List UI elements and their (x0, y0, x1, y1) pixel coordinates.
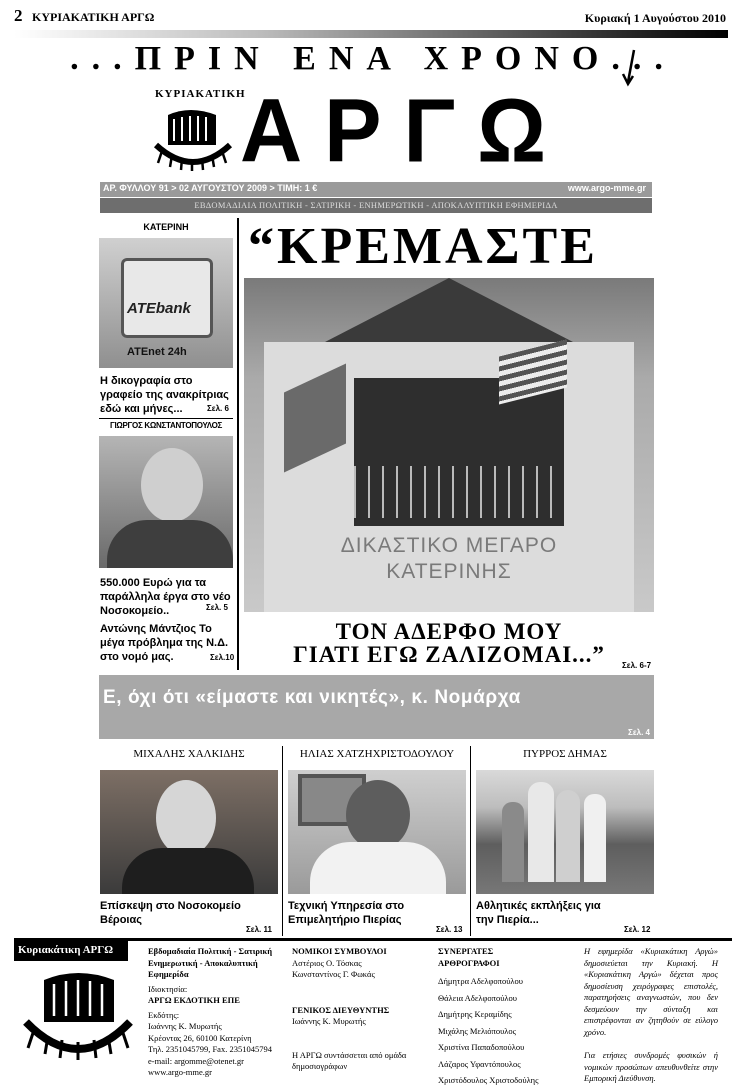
footer-owner-label: Ιδιοκτησία: (148, 983, 188, 994)
masthead-kicker: ΚΥΡΙΑΚΑΤΙΚΗ (155, 88, 246, 100)
footer-legal-name-2: Κωνσταντίνος Γ. Φωκάς (292, 969, 375, 979)
person-suit (107, 520, 233, 568)
footer-contributor: Χριστίνα Παπαδοπούλου (438, 1042, 525, 1052)
main-quote-open: “ΚΡΕΜΑΣΤΕ (248, 218, 598, 275)
footer-legal-name-1: Αστέριος Ο. Τόσκας (292, 957, 362, 968)
story-caption-3: Αθλητικές εκπλήξεις για την Πιερία... (476, 900, 601, 926)
main-story-page: Σελ. 6-7 (622, 661, 652, 670)
bank-sign-text: ATEbank (127, 300, 191, 317)
column-divider (237, 218, 239, 670)
chalkidis-face (156, 780, 216, 856)
publication-name: ΚΥΡΙΑΚΑΤΙΚΗ ΑΡΓΩ (32, 10, 155, 24)
chalkidis-suit (122, 848, 254, 894)
courthouse-sign-line-1: ΔΙΚΑΣΤΙΚΟ ΜΕΓΑΡΟ (340, 534, 558, 557)
footer-contributor: Θάλεια Αδελφοπούλου (438, 992, 517, 1003)
story-2-page: Σελ. 5 (206, 603, 228, 612)
child-figure-1 (502, 802, 524, 882)
story-2-caption: 550.000 Ευρώ για τα παράλληλα έργα στο νέο Νοσοκομείο.. (100, 577, 231, 617)
footer-web: www.argo-mme.gr (148, 1067, 212, 1077)
footer-col-1 (148, 946, 283, 1079)
balcony-railing (354, 466, 564, 518)
footer-col-2 (292, 946, 424, 1073)
banner-story-page: Σελ. 4 (628, 728, 650, 737)
story-1-page: Σελ. 6 (207, 404, 229, 413)
footer-brand-box (14, 941, 128, 961)
footer-publisher-label: Εκδότης: (148, 1009, 180, 1020)
page-header (14, 6, 732, 32)
photo-chatzichristodoulou (288, 770, 466, 894)
footer-contributor: Χριστόδουλος Χριστοδούλης (438, 1075, 539, 1085)
top-banner: ...ΠΡΙΝ ΕΝΑ ΧΡΟΝΟ... (70, 40, 676, 77)
footer-contributor: Δημήτρης Κεραμίδης (438, 1009, 512, 1019)
story-caption-2: Τεχνική Υπηρεσία στο Επιμελητήριο Πιερίας (288, 900, 405, 926)
bank-photo (99, 238, 233, 368)
person-label-box (99, 418, 233, 435)
footer-col-3 (438, 946, 570, 1089)
footer-director: Ιωάννης Κ. Μυρωτής (292, 1016, 366, 1026)
bank-sign-text-2: ATEnet 24h (127, 346, 187, 358)
person-face (141, 448, 203, 522)
main-quote-line-3: ΓΙΑΤΙ ΕΓΩ ΖΑΛΙΖΟΜΑΙ...” (293, 642, 605, 667)
banner-story (99, 675, 654, 739)
person-label: ΓΙΩΡΓΟΣ ΚΩΝΣΤΑΝΤΟΠΟΥΛΟΣ (109, 421, 223, 430)
story-caption-1: Επίσκεψη στο Νοσοκομείο Βέροιας (100, 900, 241, 926)
footer-contributors-title: ΣΥΝΕΡΓΑΤΕΣ ΑΡΘΡΟΓΡΑΦΟΙ (438, 946, 500, 968)
footer-phone: Τηλ. 2351045799, Fax. 2351045794 (148, 1044, 272, 1054)
courthouse-photo (244, 278, 654, 612)
katerini-label-box (99, 218, 233, 238)
footer-ship-logo-icon (18, 966, 138, 1070)
footer-desc: Εβδομαδιαία Πολιτική - Σατιρική Ενημερωτική - Αποκαλυπτική Εφημερίδα (148, 946, 273, 979)
katerini-label: ΚΑΤΕΡΙΝΗ (143, 222, 189, 232)
masthead-title: ΑΡΓΩ (240, 80, 569, 182)
story-page-3: Σελ. 12 (624, 925, 651, 934)
courthouse-roof (294, 278, 604, 342)
footer-brand: Κυριακάτικη ΑΡΓΩ (18, 944, 114, 956)
main-quote-line-2: ΤΟΝ ΑΔΕΡΦΟ ΜΟΥ (335, 619, 563, 644)
footer-legal-title: ΝΟΜΙΚΟΙ ΣΥΜΒΟΥΛΟΙ (292, 946, 387, 956)
masthead-website: www.argo-mme.gr (567, 183, 646, 193)
footer-address: Κρέοντας 26, 60100 Κατερίνη (148, 1032, 252, 1043)
footer-owner: ΑΡΓΩ ΕΚΔΟΤΙΚΗ ΕΠΕ (148, 995, 240, 1005)
banner-story-text: Ε, όχι ότι «είμαστε και νικητές», κ. Νομάρχα (103, 687, 521, 708)
story-page-2: Σελ. 13 (436, 925, 463, 934)
issue-info: ΑΡ. ΦΥΛΛΟΥ 91 > 02 ΑΥΓΟΥΣΤΟΥ 2009 > ΤΙΜΗ: 1 € (103, 183, 318, 193)
chatzichristodoulou-face (346, 780, 410, 850)
footer-email: e-mail: argomme@otenet.gr (148, 1055, 244, 1066)
person-photo (99, 436, 233, 568)
footer-contributor: Δήμητρα Αδελφοπούλου (438, 976, 523, 986)
bottom-divider-2 (470, 746, 471, 936)
footer-director-title: ΓΕΝΙΚΟΣ ΔΙΕΥΘΥΝΤΗΣ (292, 1004, 390, 1015)
bottom-divider-1 (282, 746, 283, 936)
arrow-down-icon (620, 48, 642, 88)
issue-info-bar (100, 182, 652, 197)
masthead-tagline: ΕΒΔΟΜΑΔΙΑΙΑ ΠΟΛΙΤΙΚΗ - ΣΑΤΙΡΙΚΗ - ΕΝΗΜΕΡΩΤΙΚΗ - ΑΠΟΚΑΛΥΠΤΙΚΗ ΕΦΗΜΕΡΙΔΑ (194, 200, 558, 210)
ship-logo-icon (150, 105, 236, 173)
bank-sign-board (121, 258, 213, 338)
story-name-3: ΠΥΡΡΟΣ ΔΗΜΑΣ (523, 748, 607, 760)
header-rule (14, 30, 728, 38)
story-page-1: Σελ. 11 (246, 925, 272, 934)
adult-figure (556, 790, 580, 882)
issue-date: Κυριακή 1 Αυγούστου 2010 (584, 11, 726, 25)
story-name-2: ΗΛΙΑΣ ΧΑΤΖΗΧΡΙΣΤΟΔΟΥΛΟΥ (299, 748, 455, 760)
footer-contributor: Μιχάλης Μελιόπουλος (438, 1025, 517, 1036)
story-3-caption: Αντώνης Μάντζιος Το μέγα πρόβλημα της Ν.Δ. στο νομό μας. (100, 623, 229, 663)
chatzichristodoulou-shirt (310, 842, 446, 894)
footer-publisher: Ιωάννης Κ. Μυρωτής (148, 1021, 222, 1031)
tagline-bar (100, 198, 652, 213)
page-number: 2 (14, 6, 23, 25)
story-1-caption: Η δικογραφία στο γραφείο της ανακρίτριας εδώ και μήνες... (100, 375, 229, 415)
courthouse-sign-line-2: ΚΑΤΕΡΙΝΗΣ (386, 560, 512, 583)
dimas-figure (528, 782, 554, 882)
footer-note: Η ΑΡΓΩ συντάσσεται από ομάδα δημοσιογράφων (292, 1049, 407, 1071)
footer-col-4 (584, 946, 718, 1085)
footer-contributor: Λάζαρος Υφαντόπουλος (438, 1058, 521, 1069)
photo-dimas (476, 770, 654, 894)
footer-notice-2: Για ετήσιες συνδρομές φυσικών ή νομικών προσώπων απευθυνθείτε στην Εμπορική Διεύθυνση. (584, 1050, 718, 1083)
child-figure-2 (584, 794, 606, 882)
story-3-page: Σελ.10 (210, 653, 235, 662)
photo-chalkidis (100, 770, 278, 894)
footer-notice-1: Η εφημερίδα «Κυριακάτικη Αργώ» δημοσιεύεται την Κυριακή. Η «Κυριακάτικη Αργώ» δέχεται προς δημοσίευση χειρόγραφες επιστολές, παρατηρήσεις αναγνωστών, που δεν δεσμεύουν την σύνταξη και επιστρέφονται αν ζητηθούν σε εύλογο χρόνο. (584, 946, 718, 1037)
story-name-1: ΜΙΧΑΛΗΣ ΧΑΛΚΙΔΗΣ (133, 748, 245, 760)
